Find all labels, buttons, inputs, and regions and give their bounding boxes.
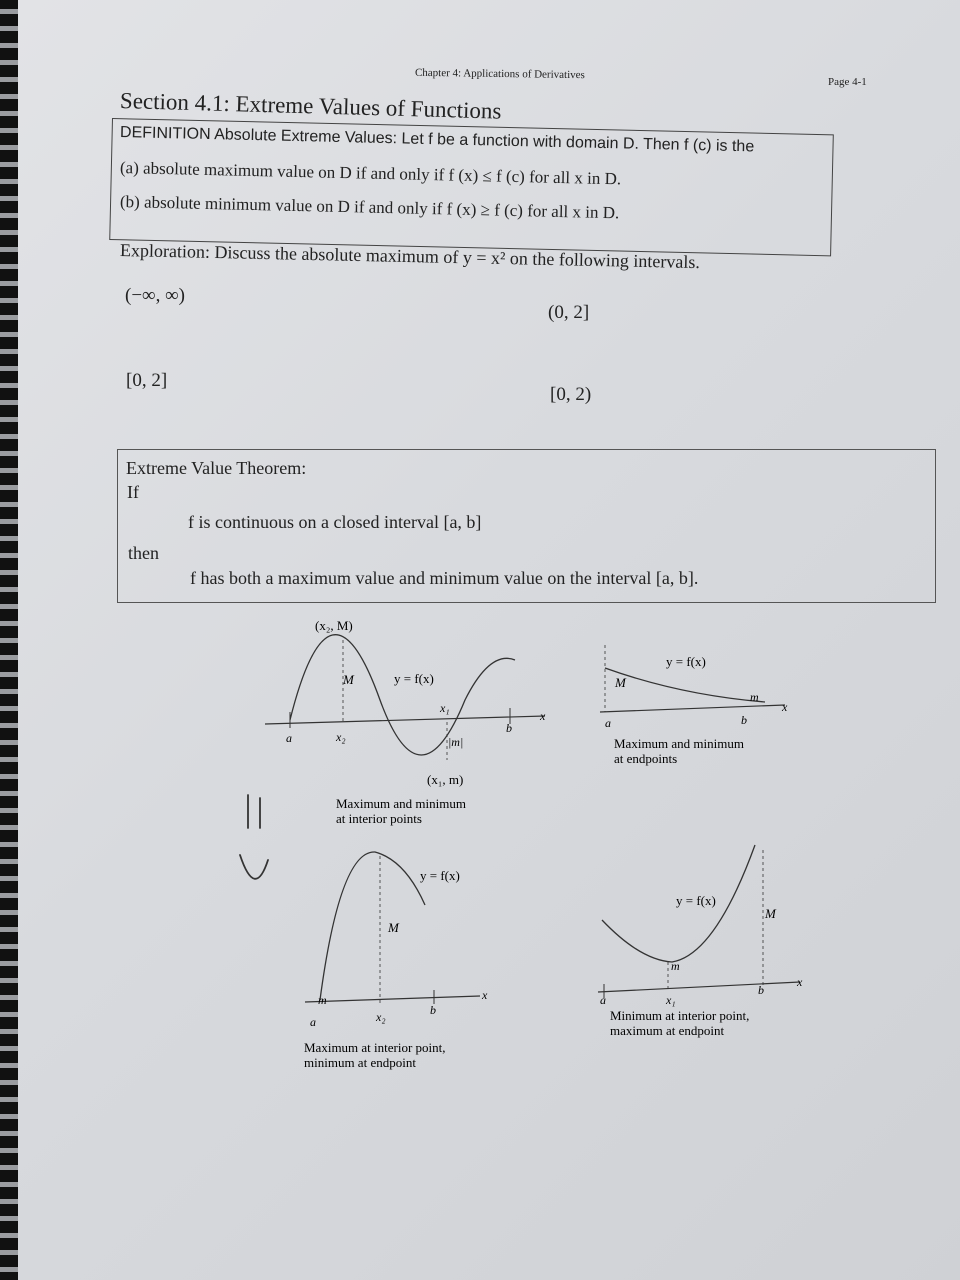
g2-caption-2: at endpoints [614, 751, 678, 766]
g4-fx-label: y = f(x) [676, 893, 716, 908]
interval-closed-open: [0, 2) [550, 384, 592, 405]
g3-fx-label: y = f(x) [420, 868, 460, 883]
g2-M-label: M [615, 675, 626, 690]
g4-caption-2: maximum at endpoint [610, 1023, 725, 1038]
g1-caption-1: Maximum and minimum [336, 796, 466, 811]
interval-all-reals: (−∞, ∞) [125, 285, 185, 306]
g3-M-label: M [388, 920, 399, 935]
g1-x1-label: x₁ [440, 701, 450, 715]
theorem-then: then [128, 543, 159, 563]
g3-x-label: x [482, 988, 488, 1002]
g1-M-label: M [343, 672, 354, 687]
g4-x1-label: x₁ [666, 993, 676, 1007]
g1-m-label: |m| [448, 735, 464, 749]
g1-x2-label: x₂ [336, 730, 346, 744]
graph-interior-extrema [265, 635, 545, 760]
g4-a-label: a [600, 993, 606, 1007]
g2-m-label: m [750, 690, 759, 704]
g1-max-point: (x₂, M) [315, 618, 353, 633]
g1-a-label: a [286, 731, 292, 745]
g2-a-label: a [605, 716, 611, 730]
g2-caption-1: Maximum and minimum [614, 736, 744, 751]
theorem-condition: f is continuous on a closed interval [a, b] [188, 512, 482, 532]
chapter-header: Chapter 4: Applications of Derivatives [414, 66, 585, 82]
section-title: Section 4.1: Extreme Values of Functions [119, 88, 502, 124]
definition-part-b: (b) absolute minimum value on D if and only if f (x) ≥ f (c) for all x in D. [119, 192, 620, 223]
g1-x-label: x [540, 709, 546, 723]
definition-heading: DEFINITION Absolute Extreme Values: Let f be a function with domain D. Then f (c) is the [119, 124, 755, 156]
g2-fx-label: y = f(x) [666, 654, 706, 669]
graph-interior-min [598, 845, 800, 998]
g4-b-label: b [758, 983, 764, 997]
interval-open-closed: (0, 2] [548, 302, 590, 323]
theorem-title: Extreme Value Theorem: [126, 458, 307, 478]
g4-m-label: m [671, 959, 680, 973]
handwritten-smiley [240, 795, 268, 879]
page-number: Page 4-1 [828, 76, 867, 88]
g3-caption-2: minimum at endpoint [304, 1055, 416, 1070]
g3-b-label: b [430, 1003, 436, 1017]
g3-x2-label: x₂ [376, 1010, 386, 1024]
g1-fx-label: y = f(x) [394, 671, 434, 686]
g1-min-point: (x₁, m) [427, 772, 464, 787]
g2-b-label: b [741, 713, 747, 727]
g3-a-label: a [310, 1015, 316, 1029]
g3-m-label: m [318, 993, 327, 1007]
g2-x-label: x [782, 700, 788, 714]
g4-M-label: M [765, 906, 776, 921]
definition-part-a: (a) absolute maximum value on D if and only if f (x) ≤ f (c) for all x in D. [119, 158, 622, 189]
g4-caption-1: Minimum at interior point, [610, 1008, 750, 1023]
exploration-prompt: Exploration: Discuss the absolute maximum of y = x² on the following intervals. [119, 240, 701, 273]
g1-b-label: b [506, 721, 512, 735]
g4-x-label: x [797, 975, 803, 989]
g1-caption-2: at interior points [336, 811, 422, 826]
interval-closed: [0, 2] [126, 370, 168, 391]
theorem-if: If [127, 482, 139, 502]
theorem-conclusion: f has both a maximum value and minimum value on the interval [a, b]. [190, 568, 699, 588]
g3-caption-1: Maximum at interior point, [304, 1040, 446, 1055]
